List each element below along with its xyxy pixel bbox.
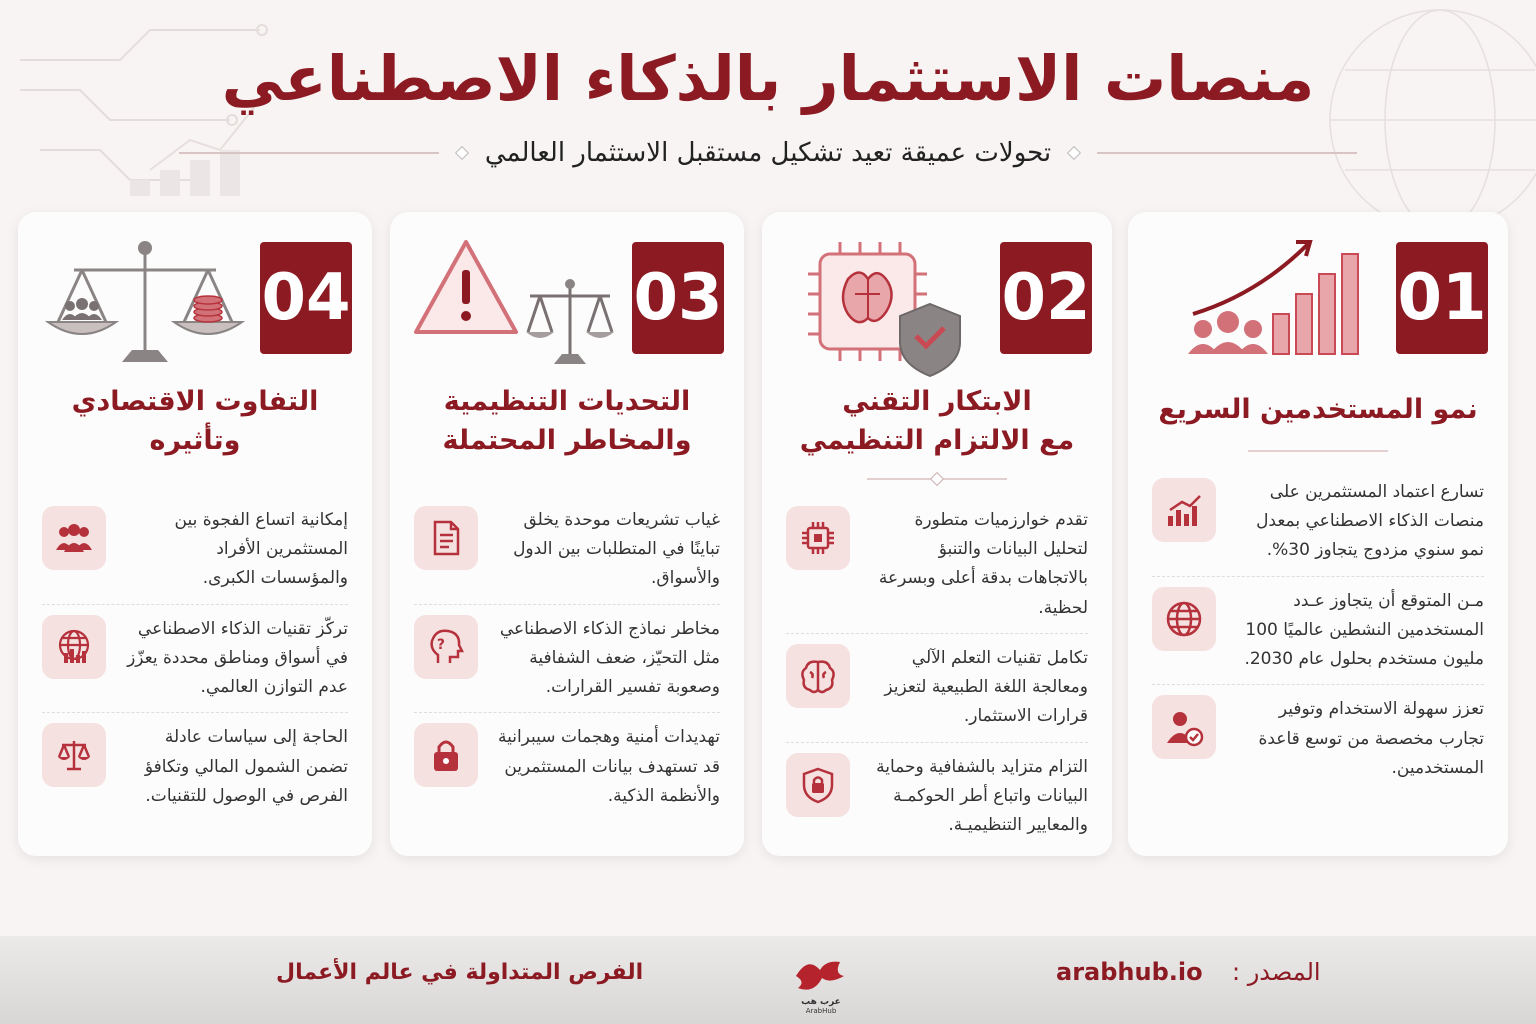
people-group-icon <box>42 506 106 570</box>
divider-line <box>1097 152 1357 154</box>
padlock-icon <box>414 723 478 787</box>
card-title: التحديات التنظيمية والمخاطر المحتملة <box>442 386 692 457</box>
user-check-icon <box>1152 695 1216 759</box>
source-label: المصدر : <box>1232 958 1321 986</box>
page-title: منصات الاستثمار بالذكاء الاصطناعي <box>221 42 1315 115</box>
list-item: إمكانية اتساع الفجوة بين المستثمرين الأفراد والمؤسسات الكبرى. <box>42 496 348 605</box>
list-item: مخاطر نماذج الذكاء الاصطناعي مثل التحيّز، ضعف الشفافية وصعوبة تفسير القرارات. ? <box>414 605 720 714</box>
card-regulatory-challenges <box>390 212 744 856</box>
arabhub-logo <box>786 946 856 1016</box>
card-items <box>42 496 348 821</box>
chip-icon <box>786 506 850 570</box>
document-icon <box>414 506 478 570</box>
list-item: تكامل تقنيات التعلم الآلي ومعالجة اللغة الطبيعية لتعزيز قرارات الاستثمار. <box>786 634 1088 743</box>
shield-lock-icon <box>786 753 850 817</box>
brain-icon <box>786 644 850 708</box>
scales-icon <box>42 723 106 787</box>
head-question-icon <box>414 615 478 679</box>
ai-chip-shield-icon <box>800 234 980 384</box>
card-items <box>786 496 1088 850</box>
card-title: نمو المستخدمين السريع <box>1158 394 1478 425</box>
card-number: 04 <box>260 242 352 354</box>
card-user-growth <box>1128 212 1508 856</box>
list-item: غياب تشريعات موحدة يخلق تباينًا في المتطلبات بين الدول والأسواق. <box>414 496 720 605</box>
growth-chart-icon <box>1152 478 1216 542</box>
warning-scales-icon <box>410 234 622 374</box>
logo-text-ar: عرب هب <box>801 997 841 1007</box>
card-number: 03 <box>632 242 724 354</box>
diamond-ornament <box>1067 146 1081 160</box>
logo-text-en: ArabHub <box>805 1007 837 1015</box>
card-economic-disparity <box>18 212 372 856</box>
list-item: تسارع اعتماد المستثمرين على منصات الذكاء الاصطناعي بمعدل نمو سنوي مزدوج يتجاوز 30%. <box>1152 468 1484 577</box>
page-subtitle: تحولات عميقة تعيد تشكيل مستقبل الاستثمار العالمي <box>484 138 1052 168</box>
growth-chart-users-icon <box>1178 234 1378 364</box>
source-url[interactable]: arabhub.io <box>1056 958 1203 986</box>
list-item: مـن المتوقع أن يتجاوز عـدد المستخدمين النشطين عالميًا 100 مليون مستخدم بحلول عام 2030. <box>1152 577 1484 686</box>
divider-line <box>1248 450 1388 452</box>
list-item: تعزز سهولة الاستخدام وتوفير تجارب مخصصة من توسع قاعدة المستخدمين. <box>1152 685 1484 793</box>
globe-chart-icon <box>42 615 106 679</box>
divider-line <box>179 152 439 154</box>
balance-scale-people-coins-icon <box>40 234 250 374</box>
footer-tagline: الفرص المتداولة في عالم الأعمال <box>276 960 644 985</box>
card-items <box>414 496 720 821</box>
card-title: التفاوت الاقتصادي وتأثيره <box>71 386 319 457</box>
card-title: الابتكار التقني مع الالتزام التنظيمي <box>799 386 1075 457</box>
diamond-ornament <box>930 472 944 486</box>
list-item: تهديدات أمنية وهجمات سيبرانية قد تستهدف بيانات المستثمرين والأنظمة الذكية. <box>414 713 720 821</box>
subtitle-row <box>0 136 1536 170</box>
card-number: 01 <box>1396 242 1488 354</box>
list-item: تركّز تقنيات الذكاء الاصطناعي في أسواق ومناطق محددة يعزّز عدم التوازن العالمي. <box>42 605 348 714</box>
globe-icon <box>1152 587 1216 651</box>
list-item: التزام متزايد بالشفافية وحماية البيانات واتباع أطر الحوكمـة والمعايير التنظيميـة. <box>786 743 1088 851</box>
card-items <box>1152 468 1484 793</box>
card-tech-innovation <box>762 212 1112 856</box>
list-item: تقدم خوارزميات متطورة لتحليل البيانات والتنبؤ بالاتجاهات بدقة أعلى وبسرعة لحظية. <box>786 496 1088 634</box>
svg-text:?: ? <box>436 636 445 653</box>
footer <box>0 936 1536 1024</box>
diamond-ornament <box>455 146 469 160</box>
list-item: الحاجة إلى سياسات عادلة تضمن الشمول المالي وتكافؤ الفرص في الوصول للتقنيات. <box>42 713 348 821</box>
card-number: 02 <box>1000 242 1092 354</box>
